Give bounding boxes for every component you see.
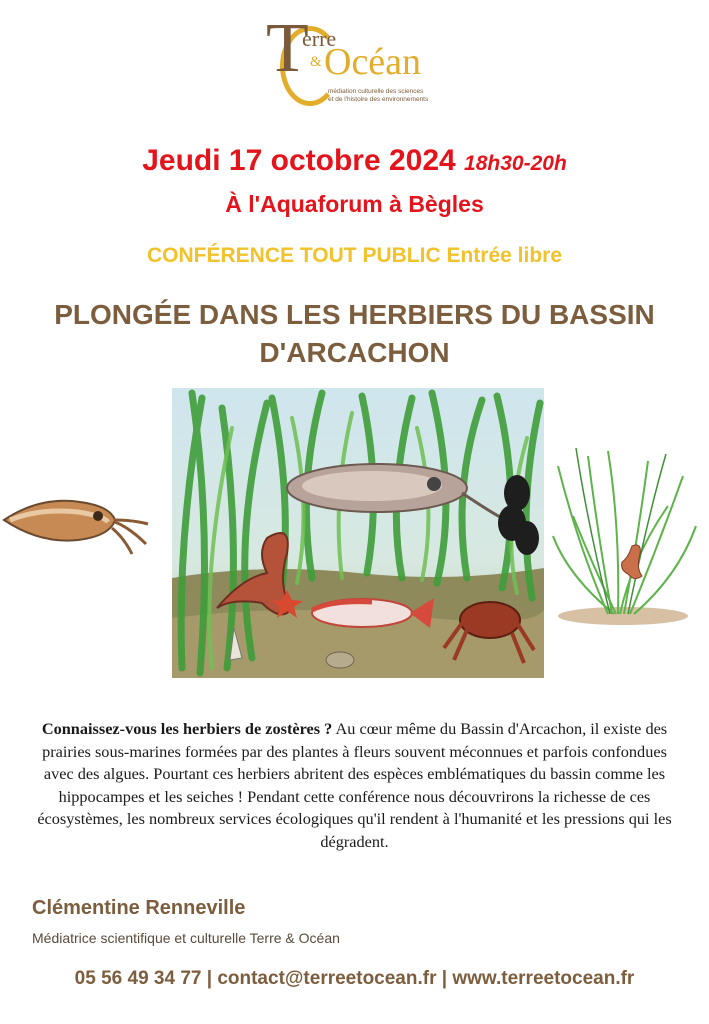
event-title-line-2: D'ARCACHON <box>259 337 450 368</box>
snail-shell <box>326 652 354 668</box>
logo-tagline-1: médiation culturelle des sciences <box>328 88 424 95</box>
event-title-line-1: PLONGÉE DANS LES HERBIERS DU BASSIN <box>54 299 655 330</box>
logo-ocean: Océan <box>324 41 422 83</box>
speaker-name: Clémentine Renneville <box>32 897 246 919</box>
description-text: Au cœur même du Bassin d'Arcachon, il existe des prairies sous-marines formées par des plantes à fleurs souvent méconnues et parfois confondues avec des algues. Pourtant ces herbiers abritent des espèces emblématiques du bassin comme les hippocampes et les seiches ! Pendant cette conférence nous découvrirons la richesse de ces écosystèmes, les nombreux services écologiques qu'il rendent à l'humanité et les pressions qui les dégradent. <box>37 719 672 851</box>
logo-letter-t: T <box>266 10 309 87</box>
event-date-line <box>0 144 709 178</box>
logo-erre: erre <box>302 26 337 51</box>
seagrass-tuft-illustration <box>548 446 698 632</box>
description-paragraph <box>30 718 679 853</box>
cuttlefish-illustration <box>0 484 152 556</box>
event-date: Jeudi 17 octobre 2024 <box>142 144 456 177</box>
seagrass-scene-illustration <box>172 388 544 678</box>
event-time: 18h30-20h <box>464 152 567 175</box>
terre-ocean-logo <box>262 10 442 103</box>
event-venue: À l'Aquaforum à Bègles <box>225 191 484 217</box>
conference-type: CONFÉRENCE TOUT PUBLIC Entrée libre <box>147 244 562 267</box>
description-lead: Connaissez-vous les herbiers de zostères ? <box>41 719 333 738</box>
logo-ampersand: & <box>310 54 322 70</box>
speaker-role: Médiatrice scientifique et culturelle Terre & Océan <box>32 930 340 946</box>
event-title <box>30 296 679 372</box>
seahorse-small <box>622 545 642 579</box>
contact-line: 05 56 49 34 77 | contact@terreetocean.fr | www.terreetocean.fr <box>74 968 635 989</box>
logo-tagline-2: et de l'histoire des environnements <box>328 96 429 103</box>
logo-tagline <box>328 88 448 104</box>
